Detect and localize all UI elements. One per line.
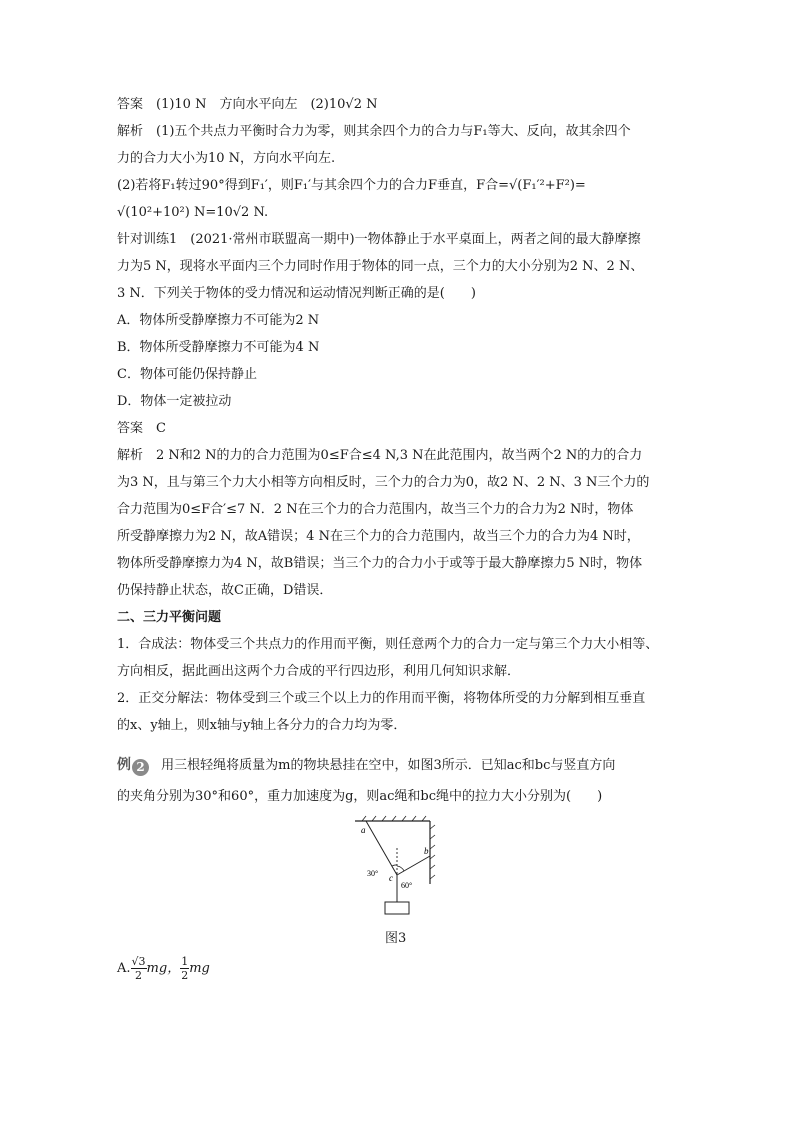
rope-ac	[366, 821, 397, 875]
rope-bc	[397, 856, 430, 875]
label-c: c	[389, 873, 393, 883]
angle-label-30: 30°	[367, 869, 379, 878]
example-label: 例	[117, 757, 131, 773]
analysis-line-2: 力的合力大小为10 N，方向水平向左.	[117, 151, 336, 166]
section-heading: 二、三力平衡问题	[117, 610, 222, 625]
analysis2-line-6: 仍保持静止状态，故C正确，D错误．	[117, 583, 333, 598]
answer-option-a	[117, 954, 210, 984]
fraction-denominator: 2	[181, 969, 189, 982]
angle-arc-left	[392, 865, 397, 866]
label-b: b	[424, 846, 429, 856]
answer-line-2: 答案 C	[117, 421, 166, 436]
analysis2-line-1: 解析 2 N和2 N的力的合力范围为0≤F合≤4 N,3 N在此范围内，故当两个2 N的力的合力	[117, 448, 643, 463]
option-d: D．物体一定被拉动	[117, 394, 232, 409]
fraction-1-over-2	[180, 955, 189, 982]
label-a: a	[361, 825, 366, 835]
analysis2-line-3: 合力范围为0≤F合′≤7 N．2 N在三个力的合力范围内，故当三个力的合力为2 N时，物体	[117, 502, 634, 517]
method-2-line-1: 2．正交分解法：物体受到三个或三个以上力的作用而平衡，将物体所受的力分解到相互垂直	[117, 691, 646, 706]
hanging-block	[385, 902, 409, 914]
answer-line-1: 答案 (1)10 N 方向水平向左 (2)10√2 N	[117, 97, 378, 112]
practice-question-line-3: 3 N．下列关于物体的受力情况和运动情况判断正确的是( )	[117, 286, 476, 301]
ceiling-hatch	[362, 816, 426, 821]
example-text: 用三根轻绳将质量为m的物块悬挂在空中，如图3所示．已知ac和bc与竖直方向	[161, 758, 616, 773]
option-a-mid: mg，	[146, 961, 181, 976]
angle-label-60: 60°	[401, 881, 413, 890]
example-number-badge: 2	[132, 759, 149, 776]
method-2-line-2: 的x、y轴上，则x轴与y轴上各分力的合力均为零．	[117, 718, 407, 733]
wall-hatch	[430, 825, 435, 879]
practice-question-line-2: 力为5 N，现将水平面内三个力同时作用于物体的同一点，三个力的大小分别为2 N、2 N、	[117, 259, 644, 274]
option-b: B．物体所受静摩擦力不可能为4 N	[117, 340, 320, 355]
analysis2-line-5: 物体所受静摩擦力为4 N，故B错误；当三个力的合力小于或等于最大静摩擦力5 N时，物体	[117, 556, 643, 571]
example-line-1	[117, 756, 615, 776]
method-1-line-1: 1．合成法：物体受三个共点力的作用而平衡，则任意两个力的合力一定与第三个力大小相等、	[117, 637, 659, 652]
option-a: A．物体所受静摩擦力不可能为2 N	[117, 313, 320, 328]
angle-arc-right	[397, 866, 404, 871]
example-line-2: 的夹角分别为30°和60°，重力加速度为g，则ac绳和bc绳中的拉力大小分别为( )	[117, 789, 603, 804]
analysis-line-3: (2)若将F₁转过90°得到F₁′，则F₁′与其余四个力的合力F垂直，F合=√(F₁′²+F²)=	[117, 178, 586, 193]
fraction-numerator: √3	[131, 955, 146, 968]
practice-question-line-1: 针对训练1 (2021·常州市联盟高一期中)一物体静止于水平桌面上，两者之间的最大静摩擦	[117, 232, 641, 247]
rope-diagram-figure	[352, 814, 442, 918]
fraction-sqrt3-over-2	[131, 955, 147, 982]
option-a-prefix: A.	[117, 961, 131, 976]
option-c: C．物体可能仍保持静止	[117, 367, 257, 382]
method-1-line-2: 方向相反，据此画出这两个力合成的平行四边形，利用几何知识求解．	[117, 664, 521, 679]
analysis-line-4: √(10²+10²) N=10√2 N.	[117, 205, 269, 220]
option-a-suffix: mg	[189, 961, 210, 976]
fraction-denominator: 2	[135, 969, 143, 982]
analysis2-line-2: 为3 N，且与第三个力大小相等方向相反时，三个力的合力为0，故2 N、2 N、3 N三个力的	[117, 475, 650, 490]
analysis2-line-4: 所受静摩擦力为2 N，故A错误；4 N在三个力的合力范围内，故当三个力的合力为4 N时，	[117, 529, 640, 544]
analysis-line-1: 解析 (1)五个共点力平衡时合力为零，则其余四个力的合力与F₁等大、反向，故其余四个	[117, 124, 631, 139]
figure-caption: 图3	[385, 931, 407, 946]
fraction-numerator: 1	[181, 955, 189, 968]
